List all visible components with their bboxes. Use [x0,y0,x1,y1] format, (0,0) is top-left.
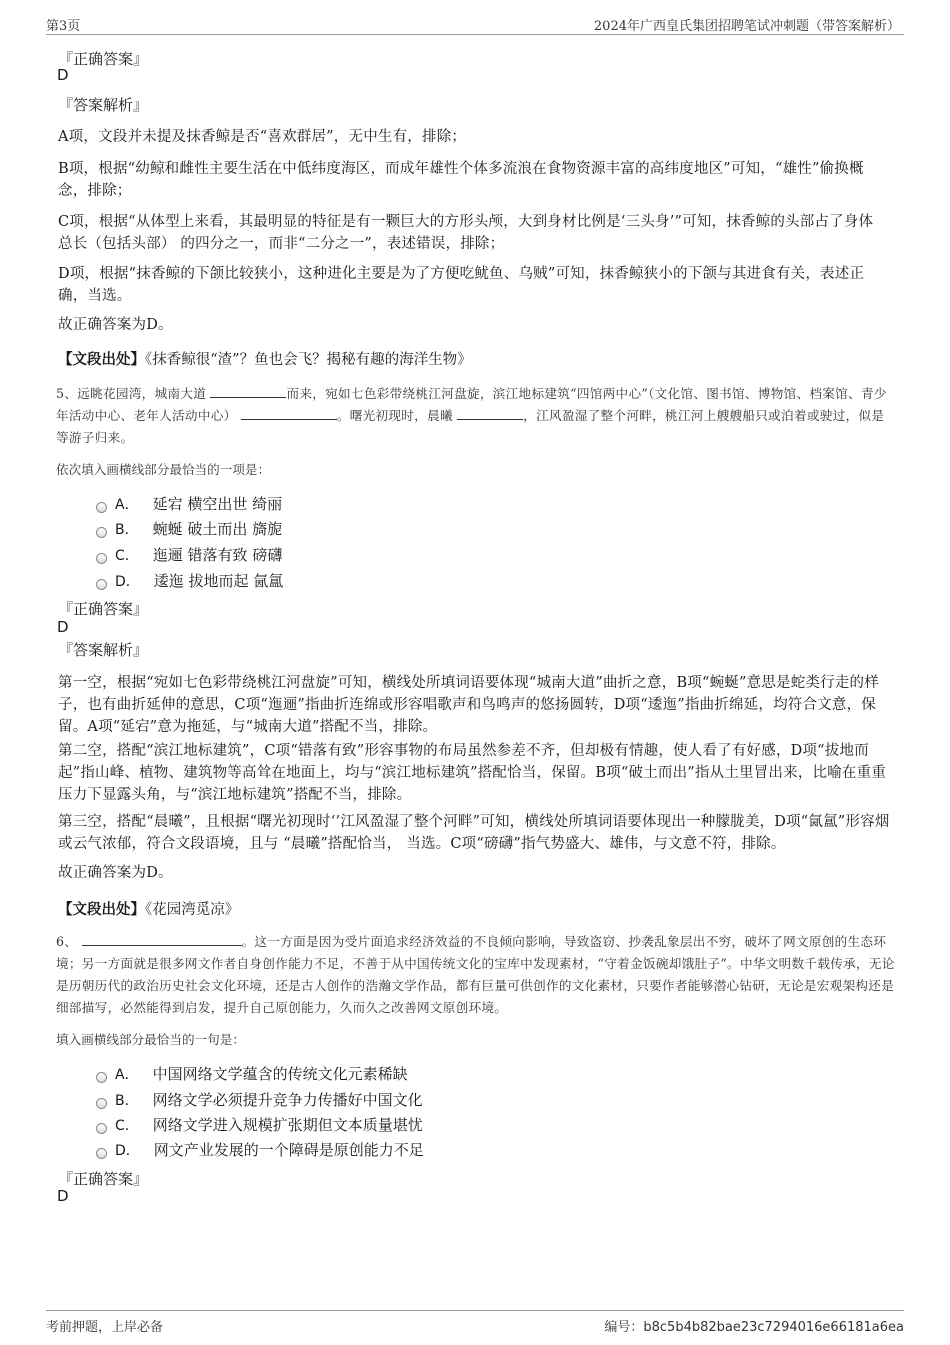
option-letter: B． [115,522,139,538]
option-text: 网文产业发展的一个障碍是原创能力不足 [153,1141,424,1159]
source-label: 【文段出处】 [58,351,145,368]
correct-answer-label: 『正确答案』 [58,50,149,68]
question-number: 6、 [56,934,78,949]
option-d[interactable] [96,1139,424,1161]
option-text: 网络文学进入规模扩张期但文本质量堪忧 [152,1116,423,1134]
fill-blank [457,405,523,420]
passage-source [58,348,472,369]
question-prompt: 依次填入画横线部分最恰当的一项是： [56,462,271,477]
page-header [46,12,904,35]
option-a[interactable] [96,493,282,515]
analysis-conclusion: 故正确答案为D。 [58,317,173,333]
document-title: 2024年广西皇氏集团招聘笔试冲刺题（带答案解析） [593,19,900,34]
option-letter: D． [115,1143,140,1159]
code-label: 编号： [604,1320,644,1335]
question-text-part: 。这一方面是因为受片面追求经济效益的不良倾向影响，导致盗窃、抄袭乱象层出不穷，破坏了网文原创的生态环境；另一方面就是很多网文作者自身创作能力不足，不善于从中国传统文化的宝库中发现素材，“守着金饭碗却饿肚子”。中华文明数千载传承，无论是历朝历代的政治历史社会文化环境，还是古人创作的浩瀚文学作品，都有巨量可供创作的文化素材，只要作者能够潜心钻研，无论是宏观架构还是细部描写，必然能得到启发，提升自己原创能力，久而久之改善网文原创环境。 [56,934,895,1015]
option-c[interactable] [96,1114,423,1136]
fill-blank [210,383,286,398]
radio-icon[interactable] [96,1148,107,1159]
analysis-label: 『答案解析』 [58,641,149,659]
option-text: 蜿蜒 破土而出 旖旎 [152,520,283,538]
question-text-part: 而来，宛如七色彩带绕桃江河盘旋，滨江地标建筑“四馆两中心”（文化馆、图书馆、博物馆、档案馆、青少年活动中心、老年人活动中心） [56,386,887,423]
analysis-paragraph: C项，根据“从体型上来看，其最明显的特征是有一颗巨大的方形头颅，大到身材比例是‘三头身’”可知，抹香鲸的头部占了身体 总长（包括头部） 的四分之一，而非“二分之一”，表述错误，排除； [58,214,874,252]
option-letter: D． [115,574,140,590]
option-a[interactable] [96,1063,408,1085]
question-text-part: 。曙光初现时，晨曦 [336,408,453,423]
radio-icon[interactable] [96,553,107,564]
option-d[interactable] [96,570,283,592]
option-text: 中国网络文学蕴含的传统文化元素稀缺 [152,1065,408,1083]
analysis-paragraph: B项，根据“幼鲸和雌性主要生活在中低纬度海区，而成年雄性个体多流浪在食物资源丰富的高纬度地区”可知，“雄性”偷换概念，排除； [58,161,864,199]
option-letter: B． [115,1093,139,1109]
radio-icon[interactable] [96,502,107,513]
correct-answer-label: 『正确答案』 [58,1170,149,1188]
source-title: 《花园湾觅凉》 [145,902,240,918]
option-letter: C． [115,548,139,564]
page-footer [46,1310,904,1337]
footer-slogan: 考前押题，上岸必备 [46,1320,164,1335]
correct-answer: D [57,1187,69,1205]
radio-icon[interactable] [96,579,107,590]
analysis-paragraph: 第二空，搭配“滨江地标建筑”，C项“错落有致”形容事物的布局虽然参差不齐，但却极有情趣，使人看了有好感，D项“拔地而起”指山峰、植物、建筑物等高耸在地面上，均与“滨江地标建筑”搭配恰当，保留。B项“破土而出”指从土里冒出来，比喻在重重压力下显露头角，与“滨江地标建筑”搭配不当，排除。 [58,743,887,803]
option-b[interactable] [96,518,282,540]
option-b[interactable] [96,1089,423,1111]
correct-answer: D [57,66,69,84]
analysis-paragraph: A项，文段并未提及抹香鲸是否“喜欢群居”，无中生有，排除； [58,129,467,145]
option-letter: C． [115,1118,139,1134]
analysis-paragraph: D项，根据“抹香鲸的下颌比较狭小，这种进化主要是为了方便吃鱿鱼、乌贼”可知，抹香鲸狭小的下颌与其进食有关，表述正确，当选。 [58,266,865,304]
question-6-text [56,931,896,1019]
document-code [604,1316,904,1335]
question-5-text [56,383,896,449]
radio-icon[interactable] [96,1072,107,1083]
analysis-conclusion: 故正确答案为D。 [58,865,173,881]
question-text-part: 5、远眺花园湾，城南大道 [56,386,207,401]
question-text-part: ，江风盈湿了整个河畔，桃江河上艘艘船只或泊着或驶过，似是等游子归来。 [56,408,885,445]
question-prompt: 填入画横线部分最恰当的一句是： [56,1032,245,1047]
fill-blank [241,405,337,420]
source-label: 【文段出处】 [58,901,145,918]
correct-answer-label: 『正确答案』 [58,600,149,618]
source-title: 《抹香鲸很“渣”？鱼也会飞？揭秘有趣的海洋生物》 [145,352,472,368]
analysis-paragraph: 第一空，根据“宛如七色彩带绕桃江河盘旋”可知，横线处所填词语要体现“城南大道”曲折之意，B项“蜿蜒”意思是蛇类行走的样子，也有曲折延伸的意思，C项“迤逦”指曲折连绵或形容唱歌声和鸟鸣声的悠扬圆转，D项“逶迤”指曲折绵延，均符合文意，保留。A项“延宕”意为拖延，与“城南大道”搭配不当，排除。 [58,675,879,735]
option-text: 迤逦 错落有致 磅礴 [152,546,283,564]
page-number: 第3页 [46,19,81,34]
analysis-label: 『答案解析』 [58,96,149,114]
radio-icon[interactable] [96,1123,107,1134]
option-letter: A． [115,1067,139,1083]
option-letter: A． [115,497,139,513]
fill-blank [82,931,242,946]
passage-source [58,898,239,919]
code-value: b8c5b4b82bae23c7294016e66181a6ea [643,1320,904,1335]
correct-answer: D [57,618,69,636]
option-c[interactable] [96,544,282,566]
option-text: 网络文学必须提升竞争力传播好中国文化 [152,1091,423,1109]
analysis-paragraph: 第三空，搭配“晨曦”，且根据“曙光初现时‘’江风盈湿了整个河畔”可知，横线处所填词语要体现出一种朦胧美，D项“氤氲”形容烟或云气浓郁，符合文段语境，且与 “晨曦”搭配恰当， 当选。C项“磅礴”指气势盛大、雄伟，与文意不符，排除。 [58,814,890,852]
radio-icon[interactable] [96,1098,107,1109]
option-text: 逶迤 拔地而起 氤氲 [153,572,284,590]
radio-icon[interactable] [96,527,107,538]
option-text: 延宕 横空出世 绮丽 [152,495,283,513]
